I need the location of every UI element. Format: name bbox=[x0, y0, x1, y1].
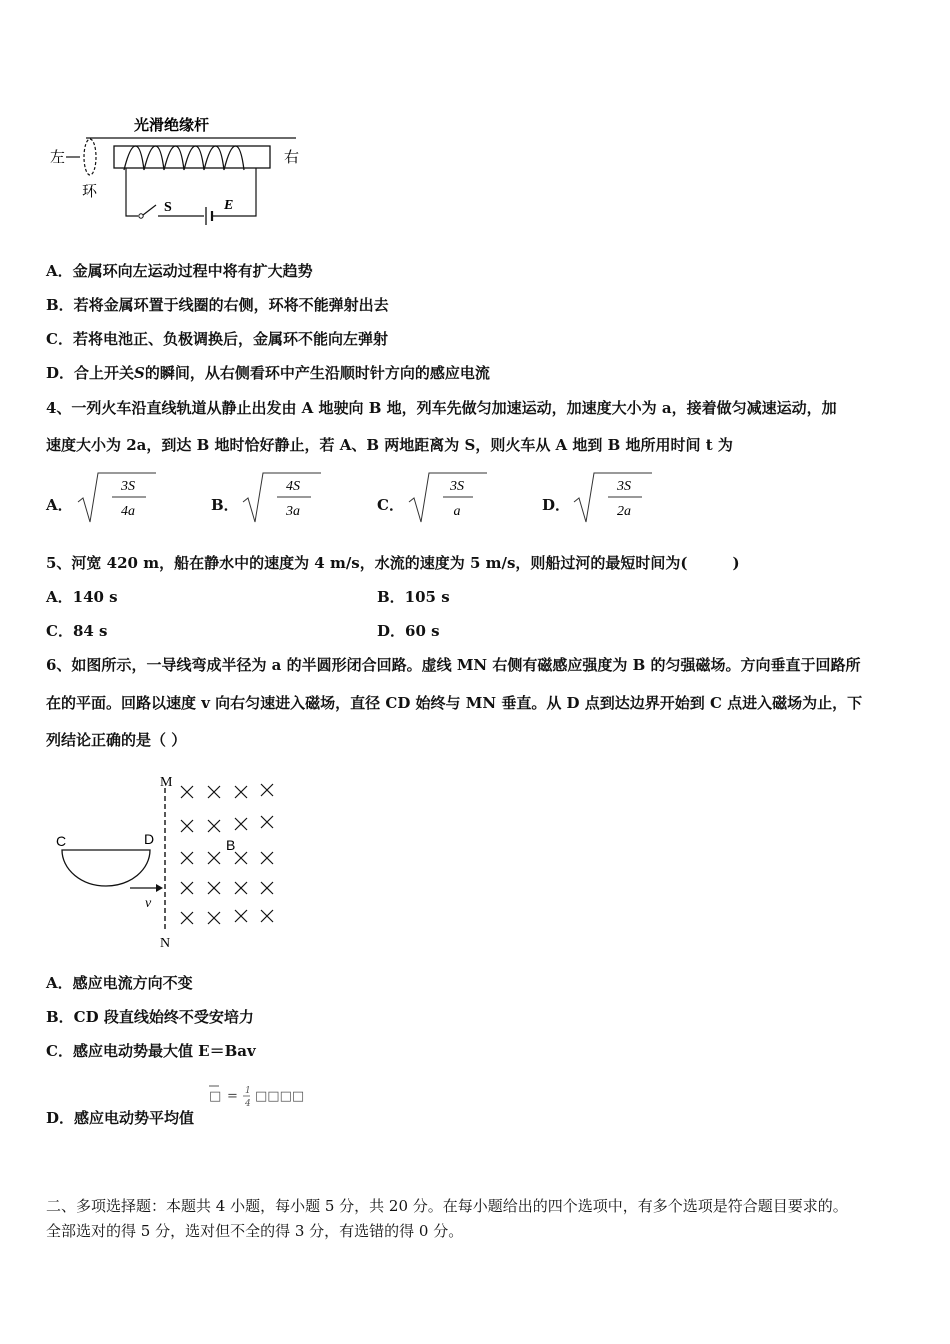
svg-text:3S: 3S bbox=[617, 479, 631, 494]
q4-stem-line1: 4、一列火车沿直线轨道从静止出发由 A 地驶向 B 地，列车先做匀加速运动，加速度大小为 a，接着做匀减速运动，加 bbox=[46, 399, 837, 417]
q6-option-a: A．感应电流方向不变 bbox=[46, 974, 193, 992]
svg-text:2a: 2a bbox=[617, 504, 631, 519]
semicircle-loop bbox=[62, 850, 150, 886]
q6-option-d: D．感应电动势平均值 bbox=[46, 1109, 195, 1127]
battery-label: E bbox=[224, 198, 234, 213]
q5-option-c: C．84 s bbox=[46, 622, 108, 640]
q5-stem: 5、河宽 420 m，船在静水中的速度为 4 m/s，水流的速度为 5 m/s，则船过河的最短时间为( ) bbox=[46, 554, 740, 572]
right-label: 右 bbox=[284, 150, 300, 166]
label-v: v bbox=[145, 896, 152, 911]
switch bbox=[143, 205, 156, 215]
label-b: B bbox=[226, 837, 236, 853]
metal-ring bbox=[84, 139, 96, 175]
magnetic-field-crosses bbox=[181, 784, 273, 924]
q6-option-b: B．CD 段直线始终不受安培力 bbox=[46, 1008, 254, 1026]
left-label: 左 bbox=[50, 150, 66, 166]
label-m: M bbox=[160, 775, 173, 790]
coil-rod-figure bbox=[46, 110, 316, 225]
circuit-wire bbox=[126, 168, 138, 216]
svg-text:4S: 4S bbox=[286, 479, 300, 494]
svg-text:3S: 3S bbox=[121, 479, 135, 494]
switch-label: S bbox=[164, 200, 172, 215]
ring-label: 环 bbox=[82, 184, 98, 200]
q3-option-b: B．若将金属环置于线圈的右侧，环将不能弹射出去 bbox=[46, 296, 389, 314]
q6-option-c: C．感应电动势最大值 E＝Bav bbox=[46, 1042, 256, 1060]
rod-title: 光滑绝缘杆 bbox=[134, 118, 210, 134]
q6-stem-line1: 6、如图所示，一导线弯成半径为 a 的半圆形闭合回路。虚线 MN 右侧有磁感应强度为 B 的匀强磁场。方向垂直于回路所 bbox=[46, 656, 861, 674]
svg-text:a: a bbox=[453, 504, 461, 519]
q5-option-d: D．60 s bbox=[377, 622, 440, 640]
section2-line2: 全部选对的得 5 分，选对但不全的得 3 分，有选错的得 0 分。 bbox=[46, 1222, 464, 1240]
q4-stem-line2: 速度大小为 2a，到达 B 地时恰好静止，若 A、B 两地距离为 S，则火车从 A 地到 B 地所用时间 t 为 bbox=[46, 436, 733, 454]
coil-winding bbox=[124, 146, 244, 170]
q6-stem-line2: 在的平面。回路以速度 v 向右匀速进入磁场，直径 CD 始终与 MN 垂直。从 D 点到达边界开始到 C 点进入磁场为止，下 bbox=[46, 694, 863, 712]
label-d: D bbox=[144, 831, 155, 847]
section2-line1: 二、多项选择题：本题共 4 小题，每小题 5 分，共 20 分。在每小题给出的四个选项中，有多个选项是符合题目要求的。 bbox=[46, 1197, 848, 1215]
svg-text:□□□□: □□□□ bbox=[255, 1089, 305, 1104]
q3-option-d: D．合上开关S的瞬间，从右侧看环中产生沿顺时针方向的感应电流 bbox=[46, 364, 490, 382]
svg-text:=: = bbox=[227, 1089, 238, 1104]
q6-option-d-formula bbox=[205, 1082, 315, 1112]
label-n: N bbox=[160, 936, 171, 951]
q3-option-c: C．若将电池正、负极调换后，金属环不能向左弹射 bbox=[46, 330, 388, 348]
svg-text:1: 1 bbox=[245, 1086, 251, 1096]
svg-text:□: □ bbox=[209, 1089, 222, 1104]
q5-option-b: B．105 s bbox=[377, 588, 450, 606]
q5-option-a: A．140 s bbox=[46, 588, 118, 606]
svg-text:3a: 3a bbox=[286, 504, 300, 519]
q3-option-a: A．金属环向左运动过程中将有扩大趋势 bbox=[46, 262, 313, 280]
svg-text:4a: 4a bbox=[121, 504, 135, 519]
semicircle-field-figure bbox=[52, 770, 292, 952]
svg-text:3S: 3S bbox=[450, 479, 464, 494]
label-c: C bbox=[56, 833, 67, 849]
svg-text:4: 4 bbox=[245, 1099, 251, 1109]
q6-stem-line3: 列结论正确的是（ ） bbox=[46, 731, 187, 749]
